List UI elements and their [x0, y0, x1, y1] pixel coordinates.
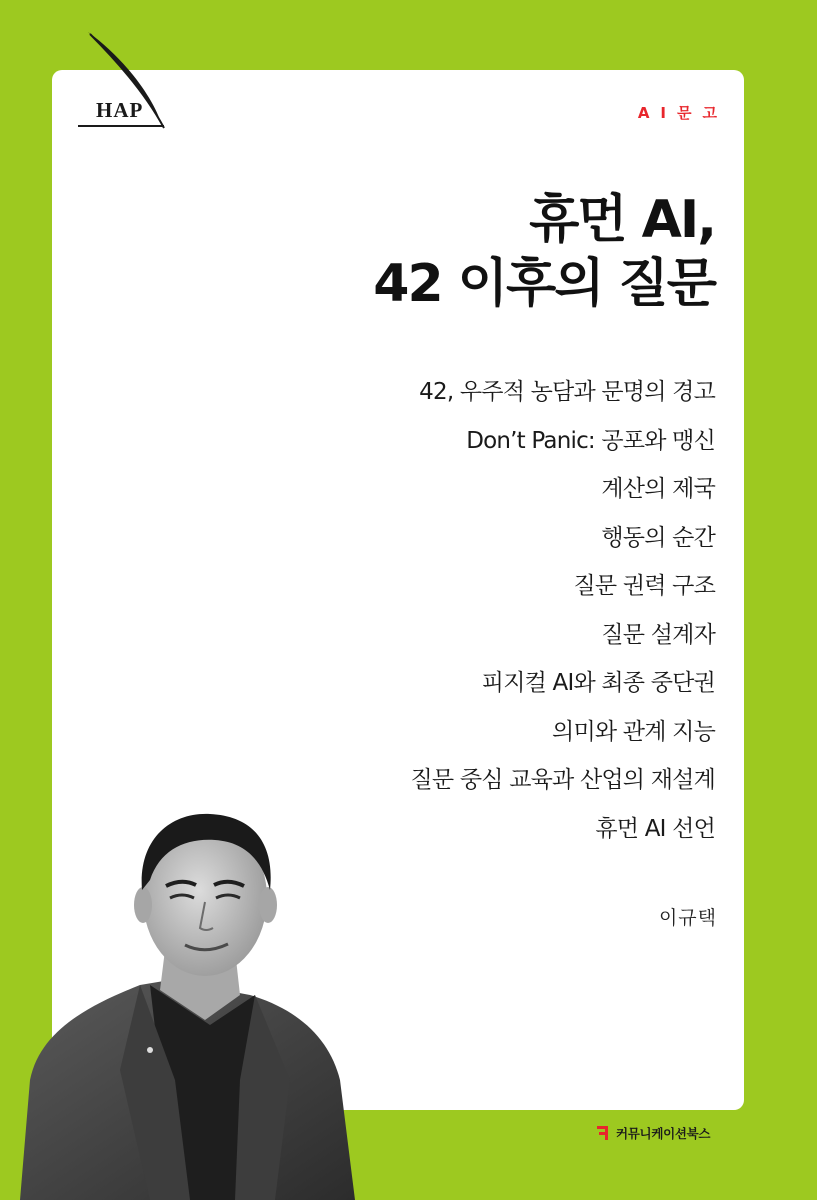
- contents-item: Don’t Panic: 공포와 맹신: [466, 427, 715, 454]
- author-name: 이규택: [658, 907, 717, 929]
- contents-list: [411, 368, 715, 853]
- contents-item: 계산의 제국: [601, 476, 715, 502]
- contents-item: 행동의 순간: [601, 524, 715, 551]
- contents-item: 질문 설계자: [601, 621, 715, 648]
- publisher-name: 커뮤니케이션북스: [616, 1126, 711, 1141]
- contents-item: 질문 중심 교육과 산업의 재설계: [410, 767, 715, 793]
- series-label: AI문고: [637, 104, 728, 122]
- book-title: [373, 188, 715, 316]
- contents-item: 휴먼 AI 선언: [595, 815, 715, 842]
- contents-item: 피지컬 AI와 최종 중단권: [481, 670, 715, 696]
- brand-underline: [78, 125, 164, 127]
- contents-item: 42, 우주적 농담과 문명의 경고: [419, 379, 715, 405]
- publisher-logo-icon: [597, 1125, 611, 1141]
- brand-logo: HAP: [96, 98, 144, 122]
- title-line-2: 42 이후의 질문: [373, 254, 715, 314]
- contents-item: 의미와 관계 지능: [552, 718, 715, 745]
- publisher: [597, 1124, 710, 1142]
- title-line-1: 휴먼 AI,: [529, 190, 715, 250]
- contents-item: 질문 권력 구조: [573, 573, 715, 599]
- author-portrait: [0, 780, 380, 1200]
